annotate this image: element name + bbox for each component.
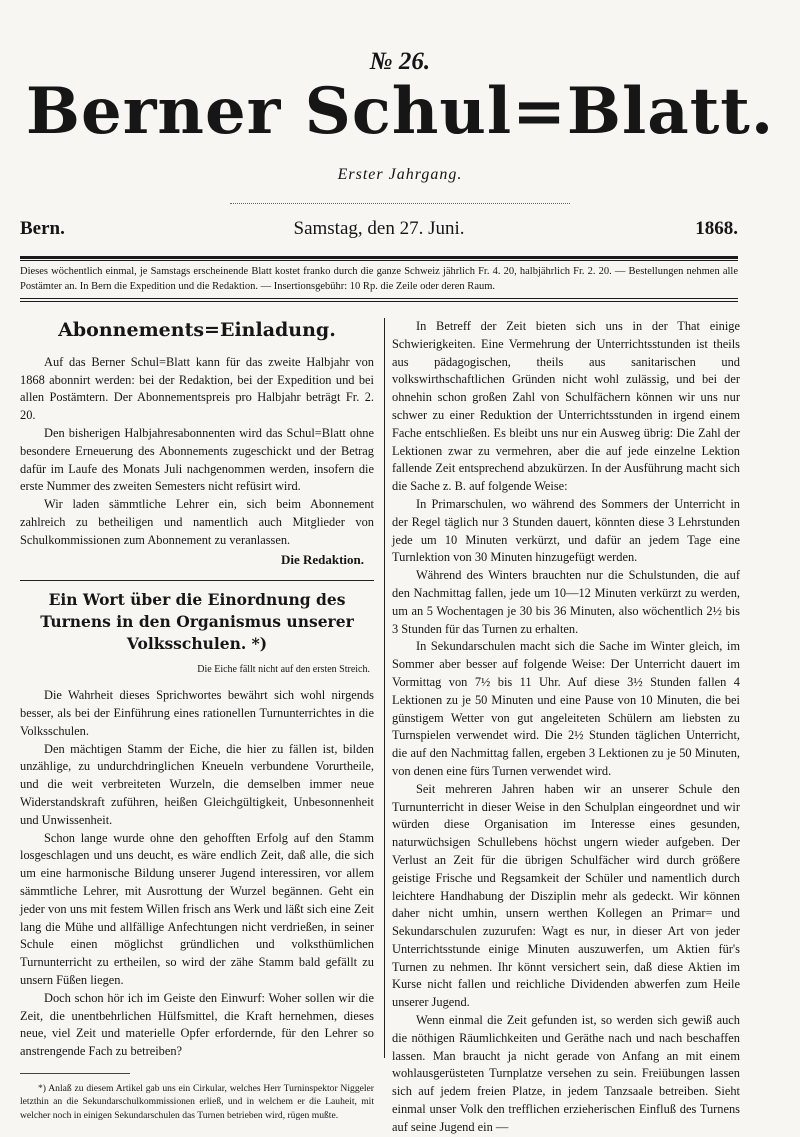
right-column [392, 318, 740, 1137]
decorative-divider [230, 203, 570, 204]
header-rule-thin [20, 260, 738, 261]
footnote-rule [20, 1073, 130, 1074]
subscription-rule [20, 298, 738, 299]
article-paragraph: Doch schon hör ich im Geiste den Einwurf: Woher sollen wir die Zeit, die unentbehrlichen Hülfsmittel, die Kraft hernehmen, dieses neue, viel Zeit und materielle Opfer erfordernde, für den Lehrer so anstrengende Fach zu betreiben? [20, 990, 374, 1059]
announcement-signature: Die Redaktion. [280, 551, 364, 567]
dateline-place: Bern. [20, 218, 65, 239]
article-title: Ein Wort über die Einordnung des Turnens in den Organismus unserer Volksschulen. *) [40, 590, 354, 654]
dateline-year: 1868. [695, 218, 738, 239]
article-paragraph: In Betreff der Zeit bieten sich uns in der That einige Schwierigkeiten. Eine Vermehrung der Unterrichtsstunden ist theils aus pädagogischen, theils aus sanitarischen und volkswirthschaftlichen Gründen nicht wohl zulässig, und bei der ohnehin schon großen Zahl von Schulfächern können wir uns nur schwer zu einer Reduktion der Unterrichtsstunden in irgend einem Fache entschließen. Es bleibt uns nur ein Ausweg übrig: Die Zahl der Lektionen zwar zu vermehren, aber die auf jede einzelne Lektion fallende Zeit entsprechend abzukürzen. In der Ausführung macht sich die Sache z. B. auf folgende Weise: [392, 319, 740, 494]
article-paragraph: Schon lange wurde ohne den gehofften Erfolg auf den Stamm losgeschlagen und uns deucht, es wäre endlich Zeit, daß alle, die sich um eine harmonische Bildung unserer Jugend interessiren, vor allem sämmtliche Lehrer, mit Ausrottung der Wurzel begännen. Geht ein jeder von uns mit festem Willen frisch ans Werk und läßt sich eine Zeit lang die Mühe und allfällige Anfechtungen nicht verdrießen, in seiner Schule einen möglichst gründlichen und volksthümlichen Turnunterricht zu ertheilen, so wird der zähe Stamm bald gefällt zu unsern Füßen liegen. [20, 830, 374, 987]
column-divider [384, 318, 385, 1058]
article-paragraph: Wenn einmal die Zeit gefunden ist, so werden sich gewiß auch die nöthigen Räumlichkeiten und Geräthe nach und nach beschaffen lassen. Man braucht ja nicht gerade von Anfang an mit einem wohlausgerüsteten Turnplatze versehen zu sein. Freiübungen lassen sich auf jedem freien Platze, in jedem Tanzsaale betreiben. Sieht einmal unser Volk den trefflichen erzieherischen Einfluß des Turnens auf seine Jugend ein — [392, 1013, 740, 1134]
dateline-date: Samstag, den 27. Juni. [293, 218, 465, 239]
left-column [20, 318, 374, 1122]
article-paragraph: In Primarschulen, wo während des Sommers der Unterricht in der Regel täglich nur 3 Stunden dauert, könnten diese 3 Lehrstunden jede um 10 Minuten verkürzt, und dafür an jedem Tage eine Turnlektion von 30 Minuten hinzugefügt werden. [392, 496, 740, 565]
article-paragraph: In Sekundarschulen macht sich die Sache im Winter gleich, im Sommer aber besser auf folgende Weise: Der Unterricht dauert im Vormittag von 7½ bis 11 Uhr. Auf diese 3½ Stunden fallen 4 Lektionen zu je 50 Minuten und eine Pause von 10 Minuten, die bei günstigem Wetter von gut angeleiteten Schülern am liebsten zu Turnspielen verwendet wird. Die 2½ Stunden täglichen Unterricht, die auf den Nachmittag fallen, ergeben 3 Lektionen zu je 50 Minuten, von denen eine fürs Turnen verwendet wird. [392, 639, 740, 778]
announcement-title: Abonnements=Einladung. [58, 319, 336, 341]
announcement-paragraph: Auf das Berner Schul=Blatt kann für das zweite Halbjahr von 1868 abonnirt werden: bei der Redaktion, bei der Expedition und bei allen Postämtern. Der Abonnementspreis pro Halbjahr beträgt Fr. 2. 20. [20, 354, 374, 423]
header-rule [20, 256, 738, 259]
subscription-rule-2 [20, 301, 738, 302]
dateline [20, 214, 738, 242]
issue-number: № 26. [369, 48, 431, 75]
article-motto: Die Eiche fällt nicht auf den ersten Streich. [197, 664, 370, 676]
article-paragraph: Während des Winters brauchten nur die Schulstunden, die auf den Nachmittag fallen, jede um 10—12 Minuten verkürzt zu werden, um an 5 Wochentagen je 30 bis 36 Minuten, also wöchentlich 2½ bis 3 Stunden für das Turnen zu erhalten. [392, 568, 740, 636]
volume-label: Erster Jahrgang. [337, 166, 463, 183]
article-paragraph: Die Wahrheit dieses Sprichwortes bewährt sich wohl nirgends besser, als bei der Einführung eines rationellen Turnunterrichtes in die Volksschulen. [20, 688, 374, 738]
announcement-paragraph: Den bisherigen Halbjahresabonnenten wird das Schul=Blatt ohne besondere Erneuerung des Abonnements zugeschickt und der Betrag dafür im Laufe des Monats Juli nachgenommen werden, insofern die erste Nummer des zweiten Semesters nicht refüsirt wird. [20, 425, 374, 494]
footnote: *) Anlaß zu diesem Artikel gab uns ein Cirkular, welches Herr Turninspektor Niggeler letzthin an die Sekundarschulkommissionen erließ, und in welchem er die Lauheit, mit welcher noch in einigen Sekundarschulen das Turnen betrieben wird, rügen mußte. [20, 1082, 374, 1121]
announcement-paragraph: Wir laden sämmtliche Lehrer ein, sich beim Abonnement zahlreich zu betheiligen und namentlich auch Mitglieder von Schulkommissionen zum Abonnement zu veranlassen. [20, 497, 374, 547]
section-separator [20, 580, 374, 581]
article-paragraph: Den mächtigen Stamm der Eiche, die hier zu fällen ist, bilden unzählige, zu undurchdringlichen Kneueln verbundene Vorurtheile, und die weit verbreiteten Wurzeln, die demselben immer neue Widerstandskraft zuführen, heißen Gleichgültigkeit, Unbesonnenheit und Unwissenheit. [20, 741, 374, 827]
article-paragraph: Seit mehreren Jahren haben wir an unserer Schule den Turnunterricht in dieser Weise in den Schulplan eingeordnet und wir würden diese Organisation im Interesse eines gesunden, naturwüchsigen Schullebens höchst ungern wieder aufgeben. Der Verlust an Zeit für die übrigen Schulfächer wird durch größere geistige Frische und Regsamkeit der Schüler und namentlich durch leichtere Handhabung der Disziplin mehr als gedeckt. Wir können daher nicht umhin, unsern werthen Kollegen an Primar= und Sekundarschulen zuzurufen: Wagt es nur, in dieser Art von jeder Unterrichtsstunde einige Minuten auszuwerfen, um Aktien für's Turnen zu nehmen. Ihr könnt versichert sein, daß diese Aktien im Kurse nicht fallen und reichliche Dividenden abwerfen zum Heile unserer Jugend. [392, 781, 740, 1010]
newspaper-title: Berner Schul=Blatt. [25, 74, 775, 149]
subscription-note: Dieses wöchentlich einmal, je Samstags erscheinende Blatt kostet franko durch die ganze Schweiz jährlich Fr. 4. 20, halbjährlich Fr. 2. 20. — Bestellungen nehmen alle Postämter an. In Bern die Expedition und die Redaktion. — Insertionsgebühr: 10 Rp. die Zeile oder deren Raum. [20, 266, 738, 292]
